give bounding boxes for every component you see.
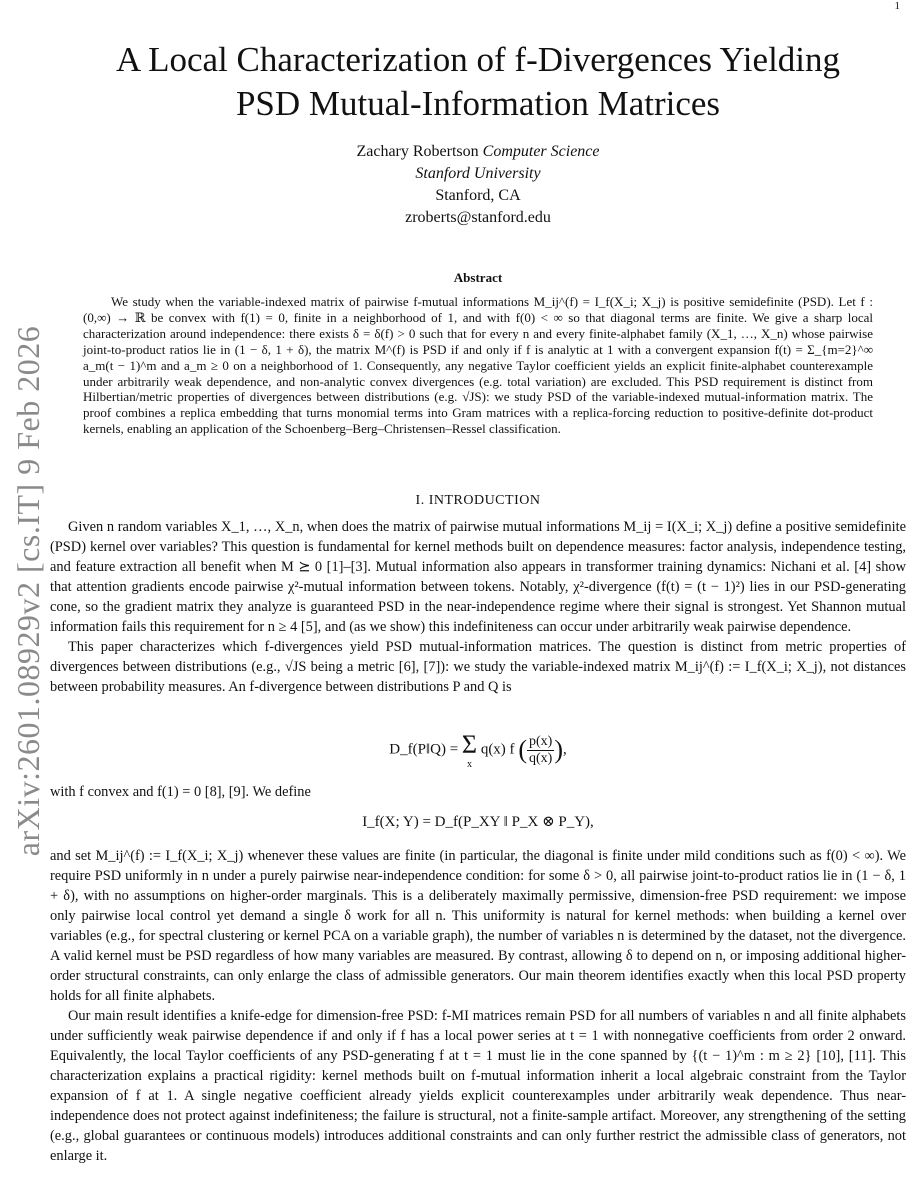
author-name: Zachary Robertson — [356, 143, 479, 160]
intro-paragraph-1: Given n random variables X_1, …, X_n, when does the matrix of pairwise mutual informations M_ij = I(X_i; X_j) define a positive semidefinite (PSD) kernel over variables? This question is fundamental for kernel methods built on dependence measures: factor analysis, independence testing, and feature extraction all benefit when M ⪰ 0 [1]–[3]. Mutual information also appears in transformer training dynamics: Nichani et al. [4] show that attention gradients encode pairwise χ²-mutual information between tokens. Notably, χ²-divergence (f(t) = (t − 1)²) lies in our PSD-generating cone, so the gradient matrix they analyze is guaranteed PSD in the near-independence regime where their signal is strongest. Yet Shannon mutual information fails this requirement for n ≥ 4 [5], and (as we show) this indefiniteness can occur under arbitrarily weak pairwise dependence. — [50, 519, 906, 635]
eq1-denominator: q(x) — [528, 750, 553, 766]
title-line-1: A Local Characterization of f-Divergences Yielding — [115, 40, 841, 79]
equation-f-mutual-information — [50, 812, 906, 831]
author-department: Computer Science — [482, 143, 600, 160]
eq1-qx: q(x) f — [480, 741, 515, 758]
intro-paragraph-4: and set M_ij^(f) := I_f(X_i; X_j) whenever these values are finite (in particular, the diagonal is finite under mild conditions such as f(0) < ∞). We require PSD uniformly in n under a purely pairwise near-independence condition: for some δ > 0, all pairwise joint-to-product ratios lie in (1 − δ, 1 + δ), with no assumptions on higher-order marginals. This is a deliberately maximally permissive, dimension-free PSD requirement: we impose only pairwise local control yet demand a single δ work for all n. This uniformity is natural for kernel methods: when building a kernel over variables (e.g., for spectral clustering or kernel PCA on a variable graph), the number of variables n is determined by the dataset, not the divergence. A valid kernel must be PSD regardless of how many variables are measured. By contrast, allowing δ to depend on n, or imposing additional higher-order structural constraints, can only enlarge the class of admissible generators. Our main theorem identifies exactly when this local PSD property holds for all finite alphabets. — [50, 848, 906, 1004]
intro-paragraph-2: This paper characterizes which f-divergences yield PSD mutual-information matrices. The question is distinct from metric properties of divergences between distributions (e.g., √JS being a metric [6], [7]): we study the variable-indexed matrix M_ij^(f) := I_f(X_i; X_j), not distances between probability measures. An f-divergence between distributions P and Q is — [50, 639, 906, 695]
section-heading: I. INTRODUCTION — [415, 493, 541, 508]
author-email[interactable]: zroberts@stanford.edu — [405, 209, 551, 226]
eq1-numerator: p(x) — [528, 733, 553, 749]
intro-text-define — [50, 782, 906, 802]
abstract-body — [83, 294, 873, 437]
abstract-heading: Abstract — [453, 270, 503, 285]
paper-title — [50, 38, 906, 126]
eq1-sum-symbol: Σ — [461, 730, 478, 759]
intro-body-bottom — [50, 846, 906, 1166]
eq1-sum-index: x — [466, 759, 472, 770]
author-block — [50, 141, 906, 229]
abstract-text: We study when the variable-indexed matrix of pairwise f-mutual informations M_ij^(f) = I_f(X_i; X_j) is positive semidefinite (PSD). Let f : (0,∞) → ℝ be convex with f(1) = 0, finite in a neighborhood of 1, and with f(0) < ∞ so that diagonal terms are finite. We give a sharp local characterization around independence: there exists δ = δ(f) > 0 such that for every n and every finite-alphabet family (X_1, …, X_n) whose pairwise joint-to-product ratios lie in (1 − δ, 1 + δ), the matrix M^(f) is PSD if and only if f is analytic at 1 with a convergent expansion f(t) = Σ_{m=2}^∞ a_m(t − 1)^m and a_m ≥ 0 on a neighborhood of 1. Consequently, any negative Taylor coefficient yields an explicit finite-alphabet counterexample under arbitrarily weak dependence, and non-analytic convex divergences (e.g. total variation) are excluded. This PSD requirement is distinct from Hilbertian/metric properties of divergences between distributions (e.g. √JS): we study PSD of the variable-indexed mutual-information matrix. The proof combines a replica embedding that turns monomial terms into Gram matrices with a replica-forcing reduction to positive-definite dot-product kernels, enabling an application of the Schoenberg–Berg–Christensen–Ressel classification. — [83, 294, 873, 437]
page-number: 1 — [894, 0, 900, 12]
equation-f-divergence: D_f(P‖Q) = Σ x q(x) f ( $\frac{p(x)}{q(x)}$ ), — [389, 730, 567, 770]
author-university: Stanford University — [415, 165, 541, 182]
intro-body-top — [50, 517, 906, 697]
intro-paragraph-3: with f convex and f(1) = 0 [8], [9]. We define — [50, 784, 311, 800]
eq1-lhs: D_f(P‖Q) = — [389, 741, 462, 758]
author-location: Stanford, CA — [435, 187, 521, 204]
title-line-2: PSD Mutual-Information Matrices — [235, 84, 721, 123]
intro-paragraph-5: Our main result identifies a knife-edge for dimension-free PSD: f-MI matrices remain PSD for all numbers of variables n and all finite alphabets under sufficiently weak pairwise dependence if and only if f has a local power series at t = 1 with nonnegative coefficients from order 2 onward. Equivalently, the local Taylor coefficients of any PSD-generating f at t = 1 must lie in the cone spanned by {(t − 1)^m : m ≥ 2} [10], [11]. This characterization explains a practical rigidity: kernel methods built on f-mutual information inherit a local algebraic constraint from the Taylor expansion of f at 1. A single negative coefficient already yields explicit counterexamples under arbitrarily weak dependence. Thus near-independence does not protect against indefiniteness; the failure is structural, not a finite-sample artifact. Moreover, any strengthening of the setting (e.g., global guarantees or continuous models) introduces additional constraints and can only further restrict the admissible class of generators, not enlarge it. — [50, 1008, 906, 1164]
eq2-text: I_f(X; Y) = D_f(P_XY ‖ P_X ⊗ P_Y), — [362, 814, 594, 830]
arxiv-identifier-stamp: arXiv:2601.08929v2 [cs.IT] 9 Feb 2026 — [10, 325, 46, 857]
